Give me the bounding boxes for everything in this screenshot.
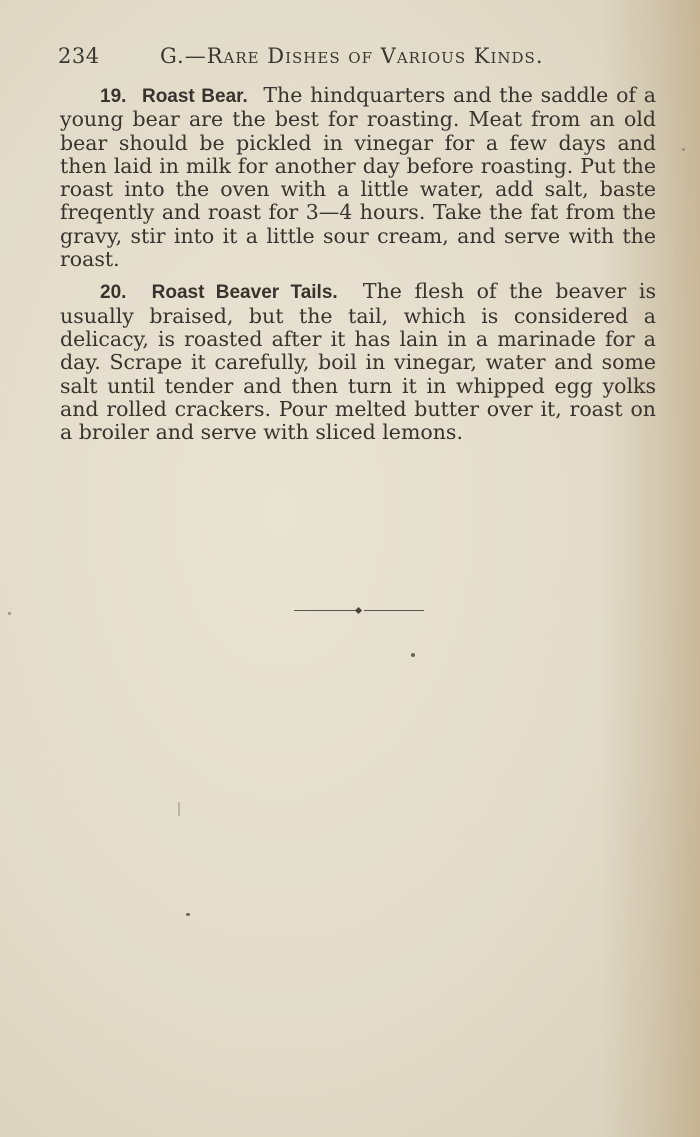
page-header: [58, 40, 618, 70]
recipe-paragraph: [60, 280, 656, 444]
running-head: G.—Rare Dishes of Various Kinds.: [160, 44, 544, 68]
recipe-text: The flesh of the beaver is usually braised, but the tail, which is considered a delicacy, is roasted after it has lain in a marinade for a day. Scrape it carefully, boil in vinegar, water and some salt until tender and then turn it in whipped egg yolks and rolled crackers. Pour melted butter over it, roast on a broiler and serve with sliced lemons.: [60, 279, 656, 445]
ornament-divider: [294, 608, 430, 614]
paper-speck: [682, 148, 685, 151]
paper-speck: [411, 653, 415, 657]
recipe-title: Roast Beaver Tails.: [151, 282, 338, 304]
recipe-number: 19.: [100, 86, 127, 107]
paper-speck: [178, 802, 180, 816]
divider-diamond-icon: [355, 607, 362, 614]
recipe-title: Roast Bear.: [141, 86, 248, 107]
page-body: [60, 84, 656, 453]
recipe-number: 20.: [100, 282, 127, 304]
divider-rule-right: [364, 610, 424, 611]
recipe-text: The hindquarters and the saddle of a young bear are the best for roasting. Meat from an old bear should be pickled in vinegar for a few days and then laid in milk for another day before roasting. Put the roast into the oven with a little water, add salt, baste freqently and roast for 3—4 hours. Take the fat from the gravy, stir into it a little sour cream, and serve with the roast.: [60, 83, 656, 272]
divider-rule-left: [294, 610, 356, 611]
page-number: 234: [58, 44, 100, 68]
recipe-paragraph: [60, 84, 656, 271]
recipe-roast-bear: [60, 84, 656, 271]
paper-speck: [8, 612, 11, 615]
paper-speck: [186, 913, 190, 916]
recipe-roast-beaver-tails: [60, 280, 656, 444]
